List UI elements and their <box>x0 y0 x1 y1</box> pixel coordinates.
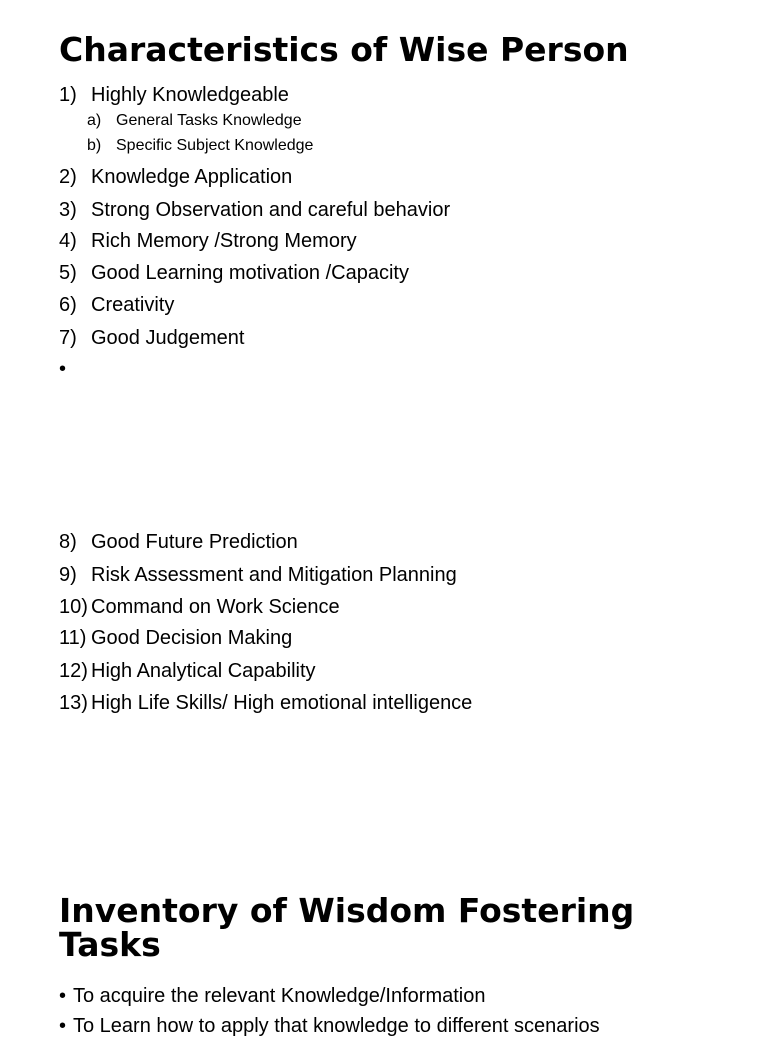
item-number: 6) <box>59 294 77 316</box>
sub-item-letter: b) <box>87 137 102 154</box>
item-number: 4) <box>59 230 77 252</box>
item-text: Good Judgement <box>91 327 245 349</box>
item-number: 8) <box>59 531 77 553</box>
item-text: Rich Memory /Strong Memory <box>91 230 357 252</box>
list-item <box>59 1014 600 1038</box>
list-item <box>59 293 174 317</box>
item-text: To acquire the relevant Knowledge/Information <box>73 985 486 1007</box>
sub-list-item <box>87 111 302 131</box>
section-title-characteristics: Characteristics of Wise Person <box>59 30 629 69</box>
section-title-inventory: Inventory of Wisdom Fostering Tasks <box>59 891 635 964</box>
item-number: 10) <box>59 596 88 618</box>
list-item <box>59 984 485 1008</box>
list-item <box>59 530 298 554</box>
list-item <box>59 229 357 253</box>
list-item <box>59 595 340 619</box>
list-item <box>59 165 292 189</box>
item-number: 13) <box>59 692 88 714</box>
list-item <box>59 83 289 107</box>
item-text: Knowledge Application <box>91 166 293 188</box>
list-item <box>59 198 450 222</box>
item-number: 3) <box>59 199 77 221</box>
empty-bullet <box>59 357 73 381</box>
item-text: Highly Knowledgeable <box>91 84 289 106</box>
list-item <box>59 261 409 285</box>
item-text: Command on Work Science <box>91 596 340 618</box>
item-text: High Analytical Capability <box>91 660 316 682</box>
item-text: Good Future Prediction <box>91 531 298 553</box>
item-number: 9) <box>59 564 77 586</box>
item-number: 11) <box>59 627 87 649</box>
item-text: Good Decision Making <box>91 627 293 649</box>
item-number: 1) <box>59 84 77 106</box>
list-item <box>59 563 457 587</box>
sub-item-text: General Tasks Knowledge <box>116 112 302 129</box>
list-item <box>59 326 244 350</box>
item-number: 12) <box>59 660 88 682</box>
sub-item-letter: a) <box>87 112 102 129</box>
item-text: Creativity <box>91 294 175 316</box>
sub-item-text: Specific Subject Knowledge <box>116 137 314 154</box>
item-text: To Learn how to apply that knowledge to different scenarios <box>73 1015 600 1037</box>
bullet-dot: • <box>59 358 67 380</box>
item-text: Strong Observation and careful behavior <box>91 199 451 221</box>
item-number: 5) <box>59 262 77 284</box>
item-text: Good Learning motivation /Capacity <box>91 262 409 284</box>
bullet-dot: • <box>59 1015 67 1037</box>
bullet-dot: • <box>59 985 67 1007</box>
sub-list-item <box>87 136 313 156</box>
list-item <box>59 659 316 683</box>
list-item <box>59 626 292 650</box>
item-text: Risk Assessment and Mitigation Planning <box>91 564 457 586</box>
item-text: High Life Skills/ High emotional intelligence <box>91 692 473 714</box>
item-number: 7) <box>59 327 77 349</box>
list-item <box>59 691 472 715</box>
item-number: 2) <box>59 166 77 188</box>
